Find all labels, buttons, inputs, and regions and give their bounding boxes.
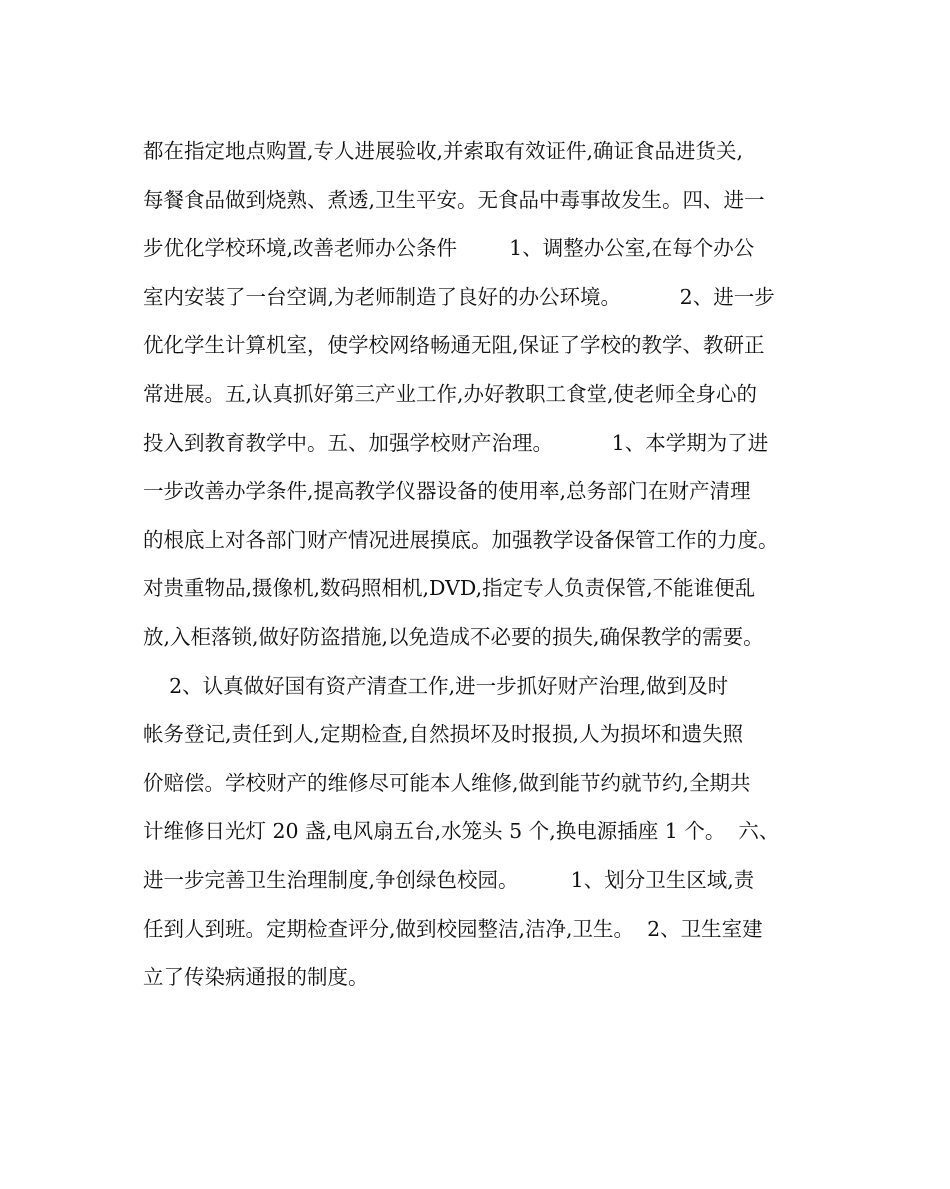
body-text: [143, 127, 823, 1002]
text-line: 的根底上对各部门财产情况进展摸底。加强教学设备保管工作的力度。: [143, 527, 779, 552]
text-line: 价赔偿。学校财产的维修尽可能本人维修,做到能节约就节约,全期共: [143, 770, 751, 795]
text-line: 帐务登记,责任到人,定期检查,自然损坏及时报损,人为损坏和遗失照: [143, 722, 744, 747]
text-line: 投入到教育教学中。五、加强学校财产治理。 1、本学期为了进: [143, 430, 769, 455]
text-line: 进一步完善卫生治理制度,争创绿色校园。 1、划分卫生区域,责: [143, 867, 755, 892]
text-line: 计维修日光灯 20 盏,电风扇五台,水笼头 5 个,换电源插座 1 个。 六、: [143, 819, 780, 844]
text-line: 常进展。五,认真抓好第三产业工作,办好教职工食堂,使老师全身心的: [143, 381, 758, 406]
text-line: 优化学生计算机室，使学校网络畅通无阻,保证了学校的教学、教研正: [143, 333, 765, 358]
text-line: 放,入柜落锁,做好防盗措施,以免造成不必要的损失,确保教学的需要。: [143, 624, 764, 649]
text-line: 步优化学校环境,改善老师办公条件 1、调整办公室,在每个办公: [143, 236, 755, 261]
text-line: 对贵重物品,摄像机,数码照相机,DVD,指定专人负责保管,不能谁便乱: [143, 576, 756, 601]
text-line: 一步改善办学条件,提高教学仪器设备的使用率,总务部门在财产清理: [143, 479, 751, 504]
text-line: 每餐食品做到烧熟、煮透,卫生平安。无食品中毒事故发生。四、进一: [143, 187, 765, 212]
text-line: 2、认真做好国有资产清查工作,进一步抓好财产治理,做到及时: [143, 673, 729, 698]
text-line: 都在指定地点购置,专人进展验收,并索取有效证件,确证食品进货关,: [143, 139, 744, 163]
text-line: 室内安装了一台空调,为老师制造了良好的办公环境。 2、进一步: [143, 284, 775, 309]
text-line: 任到人到班。定期检查评分,做到校园整洁,洁净,卫生。 2、卫生室建: [143, 916, 763, 941]
text-line: 立了传染病通报的制度。: [143, 965, 369, 990]
